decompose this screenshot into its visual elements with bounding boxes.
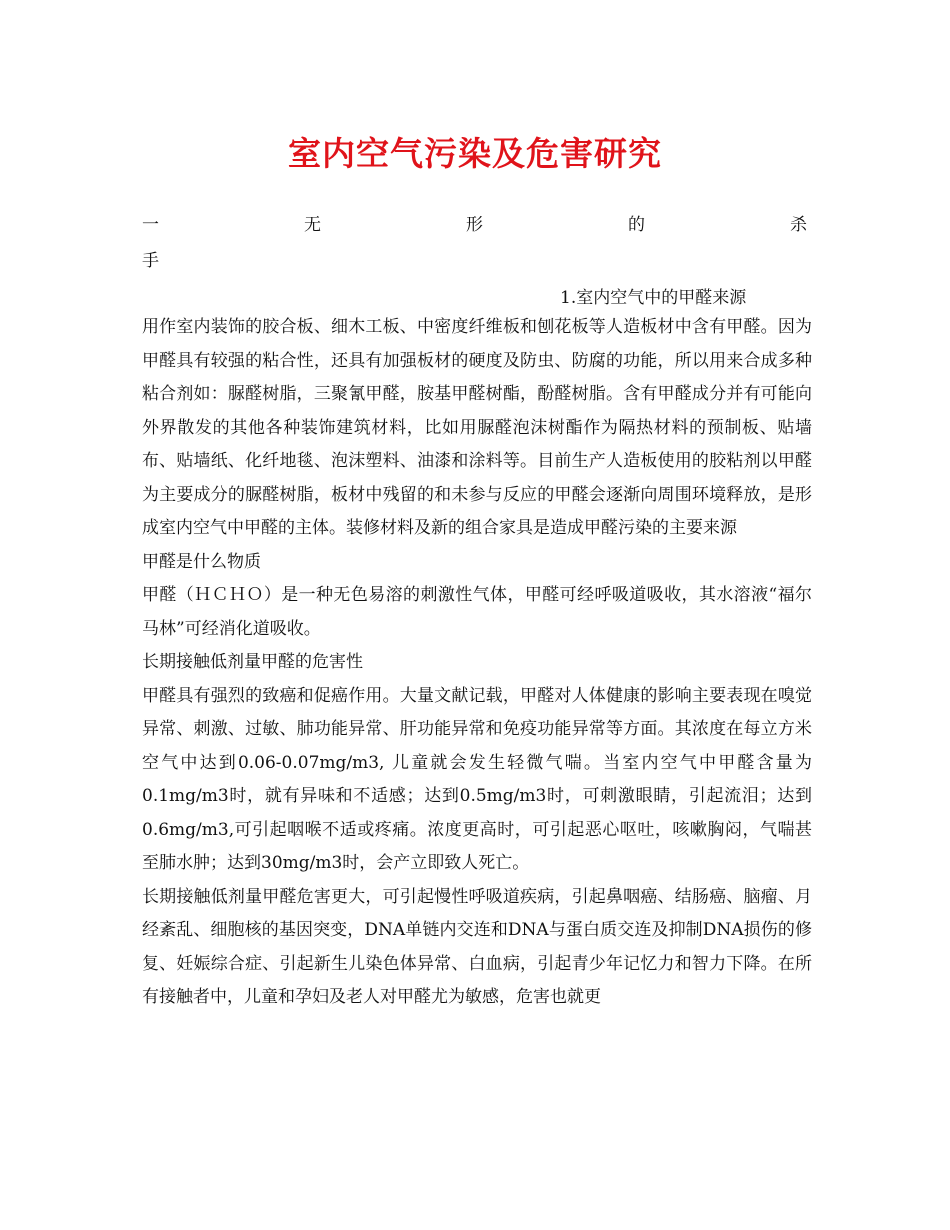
paragraph-heading: 甲醛是什么物质 — [142, 551, 261, 572]
subtitle-char: 杀 — [790, 215, 807, 235]
subtitle-char: 形 — [466, 215, 483, 235]
subtitle-char: 一 — [142, 215, 159, 235]
paragraph-heading: 长期接触低剂量甲醛的危害性 — [142, 652, 363, 672]
subtitle-tail: 手 — [142, 251, 159, 271]
document-body — [142, 311, 812, 1015]
document-title: 室内空气污染及危害研究 — [288, 134, 662, 173]
subtitle-char: 的 — [628, 215, 645, 235]
subtitle-line — [142, 210, 807, 235]
section-heading: 1.室内空气中的甲醛来源 — [560, 288, 747, 308]
subtitle-char: 无 — [304, 215, 321, 235]
paragraph: 长期接触低剂量甲醛危害更大，可引起慢性呼吸道疾病，引起鼻咽癌、结肠癌、脑瘤、月经紊乱、细胞核的基因突变，DNA单链内交连和DNA与蛋白质交连及抑制DNA损伤的修复、妊娠综合症、引起新生儿染色体异常、白血病，引起青少年记忆力和智力下降。在所有接触者中，儿童和孕妇及老人对甲醛尤为敏感，危害也就更 — [142, 886, 812, 1007]
paragraph: 用作室内装饰的胶合板、细木工板、中密度纤维板和刨花板等人造板材中含有甲醛。因为甲醛具有较强的粘合性，还具有加强板材的硬度及防虫、防腐的功能，所以用来合成多种粘合剂如：脲醛树脂，三聚氰甲醛，胺基甲醛树酯，酚醛树脂。含有甲醛成分并有可能向外界散发的其他各种装饰建筑材料，比如用脲醛泡沫树酯作为隔热材料的预制板、贴墙布、贴墙纸、化纤地毯、泡沫塑料、油漆和涂料等。目前生产人造板使用的胶粘剂以甲醛为主要成分的脲醛树脂，板材中残留的和未参与反应的甲醛会逐渐向周围环境释放，是形成室内空气中甲醛的主体。装修材料及新的组合家具是造成甲醛污染的主要来源 — [142, 317, 812, 538]
paragraph: 甲醛（ＨＣＨＯ）是一种无色易溶的刺激性气体，甲醛可经呼吸道吸收，其水溶液“福尔马林”可经消化道吸收。 — [142, 585, 812, 639]
paragraph: 甲醛具有强烈的致癌和促癌作用。大量文献记载，甲醛对人体健康的影响主要表现在嗅觉异常、刺激、过敏、肺功能异常、肝功能异常和免疫功能异常等方面。其浓度在每立方米空气中达到0.06-0.07mg/m3, 儿童就会发生轻微气喘。当室内空气中甲醛含量为0.1mg/m3时，就有异味和不适感；达到0.5mg/m3时，可刺激眼睛，引起流泪；达到0.6mg/m3,可引起咽喉不适或疼痛。浓度更高时，可引起恶心呕吐，咳嗽胸闷，气喘甚至肺水肿；达到30mg/m3时，会产立即致人死亡。 — [142, 685, 812, 873]
